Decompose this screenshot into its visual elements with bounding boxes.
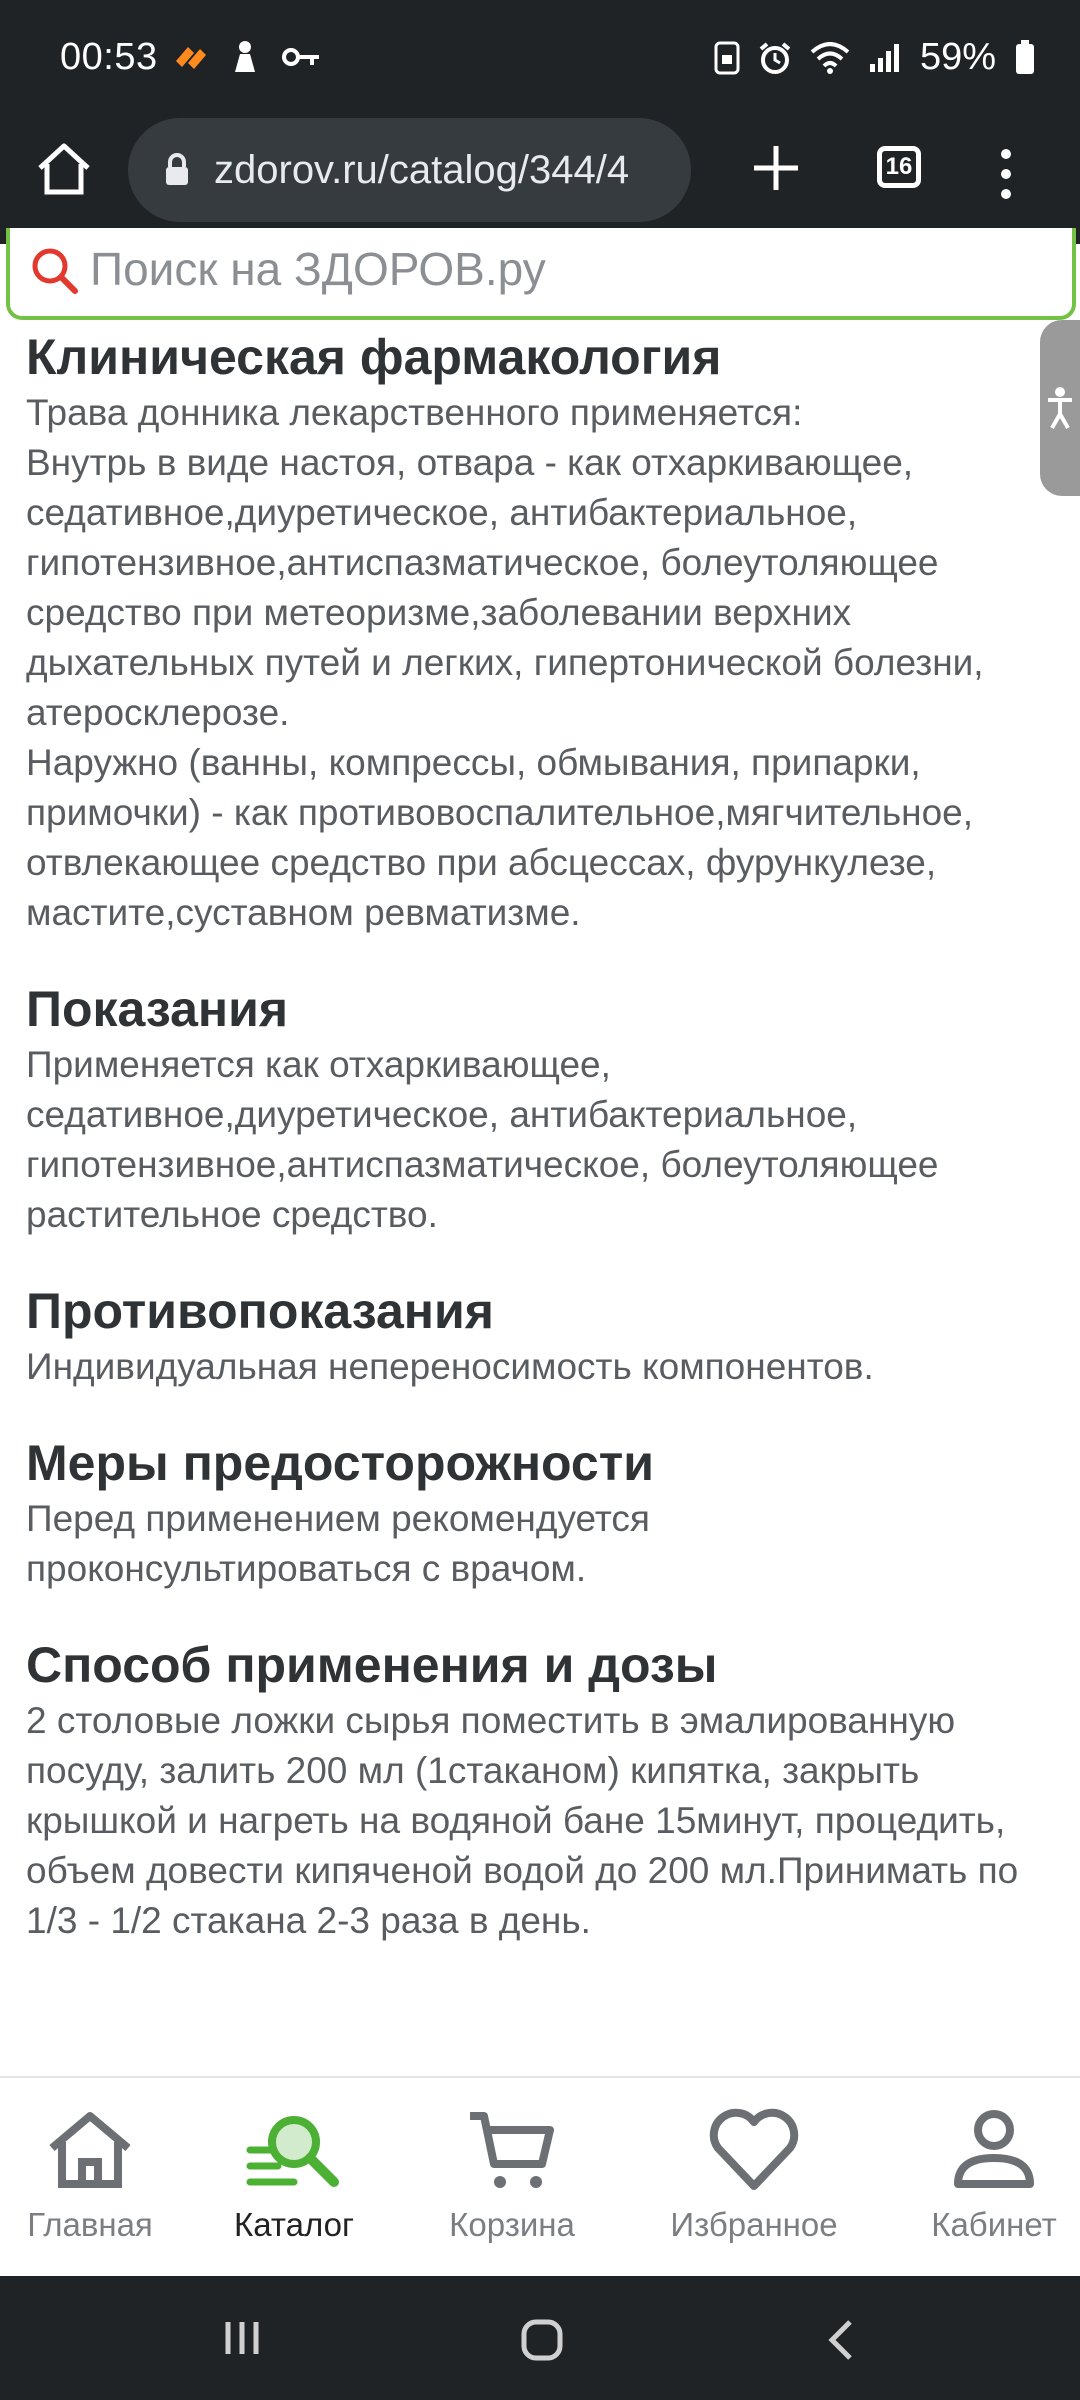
back-icon[interactable] <box>826 2318 856 2362</box>
section-title-contraindications: Противопоказания <box>26 1283 494 1339</box>
nav-item-catalog[interactable] <box>204 2078 384 2278</box>
nav-label-account: Кабинет <box>931 2206 1057 2243</box>
alarm-icon <box>758 41 792 75</box>
url-text: zdorov.ru/catalog/344/4 <box>214 147 630 192</box>
battery-percent: 59% <box>919 36 996 78</box>
contraindications-text: Индивидуальная непереносимость компонентов. <box>26 1346 874 1387</box>
home-icon <box>44 2108 136 2192</box>
nav-label-cart: Корзина <box>449 2206 575 2243</box>
nav-label-catalog: Каталог <box>234 2206 354 2243</box>
nav-item-account[interactable] <box>904 2078 1080 2278</box>
heart-icon <box>708 2108 800 2192</box>
nav-item-cart[interactable] <box>422 2078 602 2278</box>
catalog-search-icon <box>242 2108 346 2192</box>
accessibility-icon <box>1046 386 1074 430</box>
lock-rotation-icon <box>714 41 740 75</box>
recent-apps-icon[interactable] <box>222 2318 262 2358</box>
status-time: 00:53 <box>60 36 158 78</box>
section-title-dosage: Способ применения и дозы <box>26 1637 718 1693</box>
search-icon <box>28 246 80 298</box>
home-system-icon[interactable] <box>520 2318 564 2362</box>
bottom-navigation <box>0 2076 1080 2278</box>
indications-text: Применяется как отхаркивающее, седативное,диуретическое, антибактериальное, гипотензивное,антиспазматическое, болеутоляющее растительное средство. <box>26 1044 939 1235</box>
system-navigation-bar <box>0 2276 1080 2400</box>
nav-item-favorites[interactable] <box>664 2078 844 2278</box>
section-title-precautions: Меры предосторожности <box>26 1435 654 1491</box>
nav-label-favorites: Избранное <box>670 2206 838 2243</box>
tab-count: 16 <box>885 153 913 180</box>
new-tab-icon[interactable] <box>748 140 804 196</box>
dosage-text: 2 столовые ложки сырья поместить в эмалированную посуду, залить 200 мл (1стаканом) кипятка, закрыть крышкой и нагреть на водяной бане 15минут, процедить, объем довести кипяченой водой до 200 мл.Принимать по 1/3 - 1/2 стакана 2-3 раза в день. <box>26 1700 1019 1941</box>
precautions-text: Перед применением рекомендуется проконсультироваться с врачом. <box>26 1498 650 1589</box>
address-bar[interactable] <box>128 118 691 222</box>
pharmacology-bullet-external: • Наружно (ванны, компрессы, обмывания, припарки, примочки) - как противовоспалительное,мягчительное, отвлекающее средство при абсцессах, фурункулезе, мастите,суставном ревматизме. <box>26 738 1036 938</box>
battery-icon <box>1014 40 1036 76</box>
site-search-field[interactable] <box>6 228 1076 320</box>
browser-toolbar <box>0 118 1080 244</box>
signal-icon <box>868 42 902 74</box>
status-left-icons <box>172 40 320 74</box>
status-right-icons <box>714 36 1036 79</box>
nav-label-home: Главная <box>27 2206 153 2243</box>
home-icon[interactable] <box>34 140 94 200</box>
smart-thing-icon <box>230 40 260 74</box>
section-title-indications: Показания <box>26 981 289 1037</box>
lock-icon <box>164 153 190 187</box>
more-menu-icon[interactable] <box>996 144 1016 204</box>
search-placeholder: Поиск на ЗДОРОВ.ру <box>90 243 546 295</box>
section-title-pharmacology: Клиническая фармакология <box>26 329 722 385</box>
accessibility-button[interactable] <box>1040 320 1080 496</box>
cart-icon <box>466 2108 558 2192</box>
tab-switcher-button[interactable] <box>877 146 921 188</box>
wifi-icon <box>810 42 850 74</box>
notification-app-icon <box>172 41 208 73</box>
product-description <box>26 326 1036 2086</box>
nav-item-home[interactable] <box>0 2078 180 2278</box>
key-icon <box>282 46 320 68</box>
status-bar <box>0 0 1080 118</box>
pharmacology-intro: Трава донника лекарственного применяется: <box>26 392 803 433</box>
user-icon <box>948 2108 1040 2192</box>
pharmacology-bullet-internal: • Внутрь в виде настоя, отвара - как отхаркивающее, седативное,диуретическое, антибактериальное, гипотензивное,антиспазматическое, болеутоляющее средство при метеоризме,заболевании верхних дыхательных путей и легких, гипертонической болезни, атеросклерозе. <box>26 438 1036 738</box>
